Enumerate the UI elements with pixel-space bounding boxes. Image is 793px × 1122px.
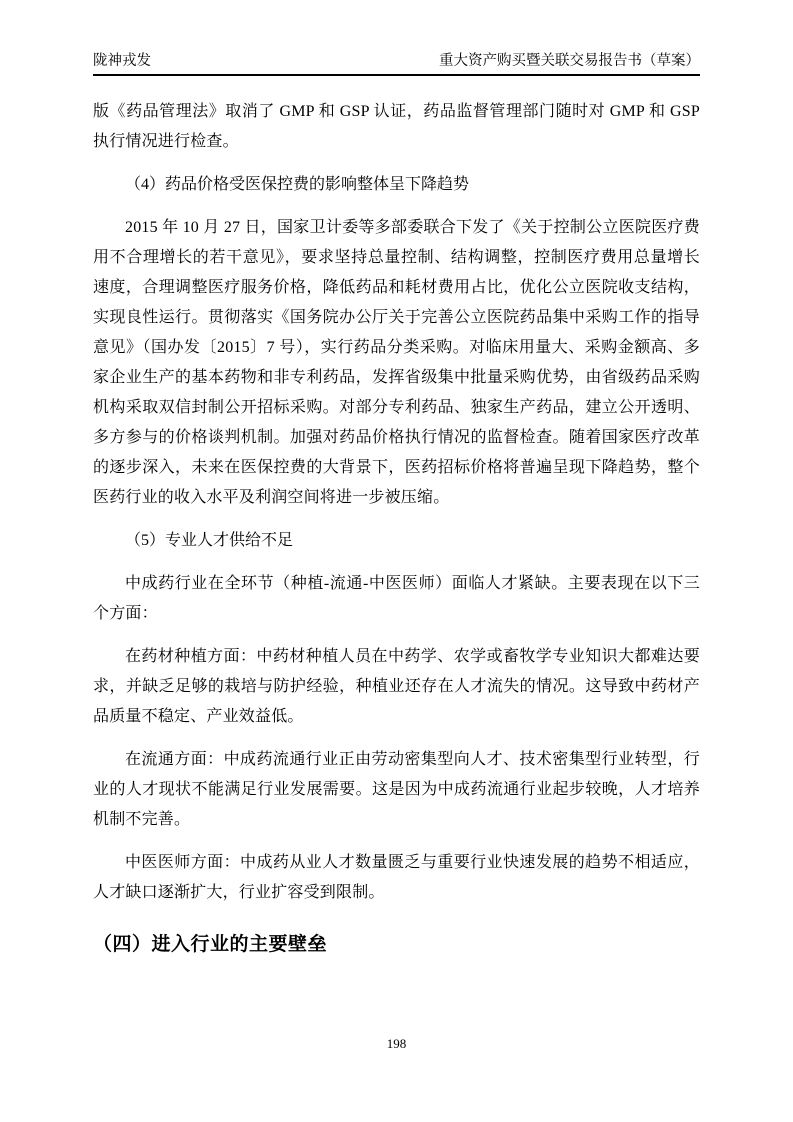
paragraph-talent-overview: 中成药行业在全环节（种植-流通-中医医师）面临人才紧缺。主要表现在以下三个方面：	[93, 575, 700, 622]
paragraph-medical-policy: 2015 年 10 月 27 日，国家卫计委等多部委联合下发了《关于控制公立医院医疗费用不合理增长的若干意见》，要求坚持总量控制、结构调整，控制医疗费用总量增长速度，合理调整医疗服务价格，降低药品和耗材费用占比，优化公立医院收支结构，实现良性运行。贯彻落实《国务院办公厅关于完善公立医院药品集中采购工作的指导意见》（国办发〔2015〕7 号），实行药品分类采购。对临床用量大、采购金额高、多家企业生产的基本药物和非专利药品，发挥省级集中批量采购优势，由省级药品采购机构采取双信封制公开招标采购。对部分专利药品、独家生产药品，建立公开透明、多方参与的价格谈判机制。加强对药品价格执行情况的监督检查。随着国家医疗改革的逐步深入，未来在医保控费的大背景下，医药招标价格将普遍呈现下降趋势，整个医药行业的收入水平及利润空间将进一步被压缩。	[93, 219, 700, 506]
paragraph-gmp-gsp-continuation: 版《药品管理法》取消了 GMP 和 GSP 认证，药品监督管理部门随时对 GMP 和 GSP 执行情况进行检查。	[93, 103, 700, 150]
heading-item-4-drug-price: （4）药品价格受医保控费的影响整体呈下降趋势	[125, 176, 470, 193]
page-number: 198	[386, 1036, 407, 1051]
paragraph-planting-talent: 在药材种植方面：中药材种植人员在中药学、农学或畜牧学专业知识大都难达要求，并缺乏足够的栽培与防护经验，种植业还存在人才流失的情况。这导致中药材产品质量不稳定、产业效益低。	[93, 648, 700, 725]
document-body	[93, 97, 700, 960]
paragraph-tcm-doctor-talent: 中医医师方面：中成药从业人才数量匮乏与重要行业快速发展的趋势不相适应，人才缺口逐渐扩大，行业扩容受到限制。	[93, 854, 700, 901]
heading-item-5-talent-shortage: （5）专业人才供给不足	[125, 532, 294, 549]
section-heading-entry-barriers: （四）进入行业的主要壁垒	[93, 934, 328, 955]
paragraph-circulation-talent: 在流通方面：中成药流通行业正由劳动密集型向人才、技术密集型行业转型，行业的人才现状不能满足行业发展需要。这是因为中成药流通行业起步较晚，人才培养机制不完善。	[93, 751, 700, 828]
page-header	[93, 52, 700, 76]
header-company-name: 陇神戎发	[93, 53, 151, 69]
header-report-title: 重大资产购买暨关联交易报告书（草案）	[439, 53, 700, 69]
